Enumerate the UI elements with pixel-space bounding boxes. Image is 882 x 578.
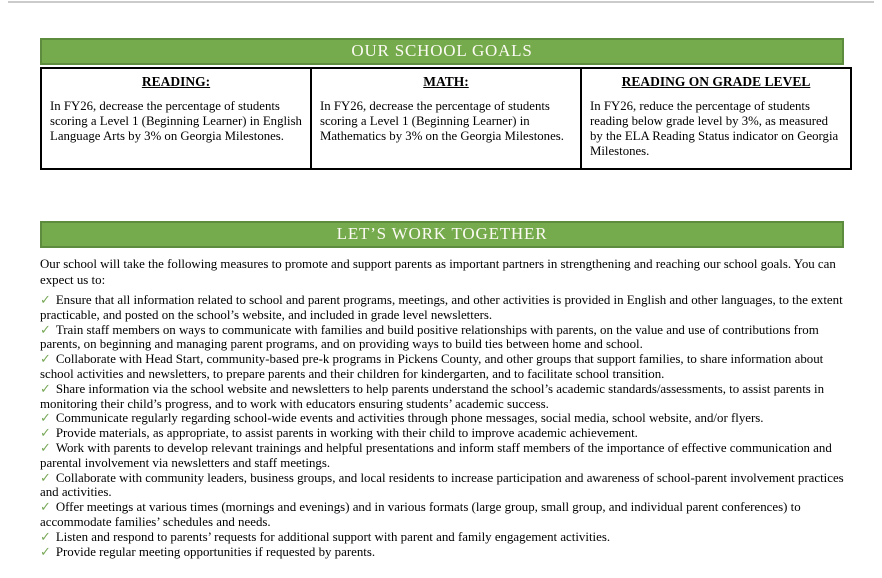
- goals-table: [40, 67, 852, 170]
- measure-item-text: Share information via the school website and newsletters to help parents understand the school’s academic standards/assessments, to assist parents in monitoring their child’s progress, and to work with educators ensuring students’ academic success.: [40, 381, 825, 411]
- measure-item: [40, 293, 846, 323]
- measure-item-text: Collaborate with community leaders, business groups, and local residents to increase participation and awareness of school-parent involvement practices and activities.: [40, 470, 844, 500]
- measure-item-text: Collaborate with Head Start, community-based pre-k programs in Pickens County, and other groups that support families, to share information about school activities and newsletters, to prepare parents and their children for kindergarten, and to facilitate school transition.: [40, 352, 824, 381]
- check-icon: ✓: [40, 500, 51, 515]
- page-top-border: [8, 1, 874, 3]
- measure-item-text: Communicate regularly regarding school-wide events and activities through phone messages, social media, school website, and/or flyers.: [55, 411, 764, 426]
- goals-heading-reading: READING:: [141, 74, 211, 89]
- check-icon: ✓: [40, 440, 51, 455]
- measure-item: [40, 530, 846, 545]
- check-icon: ✓: [40, 352, 51, 367]
- goals-cell-grade-level: [581, 68, 851, 169]
- measures-list: [40, 293, 846, 559]
- measure-item: [40, 352, 846, 382]
- check-icon: ✓: [40, 293, 51, 307]
- measure-item: [40, 411, 846, 426]
- measure-item-text: Train staff members on ways to communicate with families and build positive relationships with parents, on the value and use of contributions from parents, on beginning and managing parent programs, and on providing ways to build ties between home and school.: [40, 322, 819, 352]
- measure-item-text: Ensure that all information related to school and parent programs, meetings, and other activities is provided in English and other languages, to the extent practicable, and posted on the school’s website, and included in grade level newsletters.: [40, 293, 843, 322]
- check-icon: ✓: [40, 411, 51, 426]
- check-icon: ✓: [40, 470, 51, 485]
- measure-item: [40, 426, 846, 441]
- goals-banner-title: OUR SCHOOL GOALS: [351, 41, 533, 60]
- together-banner: [40, 221, 844, 248]
- measure-item: [40, 545, 846, 560]
- together-banner-title: LET’S WORK TOGETHER: [336, 224, 548, 243]
- check-icon: ✓: [40, 381, 51, 396]
- measure-item-text: Work with parents to develop relevant trainings and helpful presentations and inform staff members of the importance of effective communication and parental involvement via newsletters and staff meetings.: [40, 440, 832, 470]
- measure-item-text: Provide regular meeting opportunities if requested by parents.: [55, 544, 376, 559]
- goals-table-row: [41, 68, 851, 169]
- goals-heading-math: MATH:: [423, 74, 469, 89]
- check-icon: ✓: [40, 322, 51, 337]
- goals-cell-math: [311, 68, 581, 169]
- measure-item: [40, 500, 846, 530]
- together-intro: Our school will take the following measures to promote and support parents as important partners in strengthening and reaching our school goals. You can expect us to:: [40, 257, 836, 287]
- measure-item-text: Offer meetings at various times (mornings and evenings) and in various formats (large group, small group, and individual parent conferences) to accommodate families’ schedules and needs.: [40, 500, 801, 529]
- measure-item: [40, 441, 846, 471]
- goals-banner: [40, 38, 844, 65]
- check-icon: ✓: [40, 544, 51, 559]
- goals-body-grade-level: In FY26, reduce the percentage of students reading below grade level by 3%, as measured by the ELA Reading Status indicator on Georgia Milestones.: [590, 99, 839, 158]
- check-icon: ✓: [40, 529, 51, 544]
- measure-item: [40, 323, 846, 353]
- check-icon: ✓: [40, 426, 51, 441]
- measure-item-text: Provide materials, as appropriate, to assist parents in working with their child to improve academic achievement.: [55, 426, 638, 441]
- goals-body-reading: In FY26, decrease the percentage of students scoring a Level 1 (Beginning Learner) in English Language Arts by 3% on Georgia Milestones.: [50, 99, 302, 143]
- goals-body-math: In FY26, decrease the percentage of students scoring a Level 1 (Beginning Learner) in Mathematics by 3% on the Georgia Milestones.: [320, 99, 564, 143]
- goals-heading-grade-level: READING ON GRADE LEVEL: [621, 74, 811, 89]
- measure-item: [40, 382, 846, 412]
- measure-item: [40, 471, 846, 501]
- measure-item-text: Listen and respond to parents’ requests for additional support with parent and family engagement activities.: [55, 529, 611, 544]
- goals-cell-reading: [41, 68, 311, 169]
